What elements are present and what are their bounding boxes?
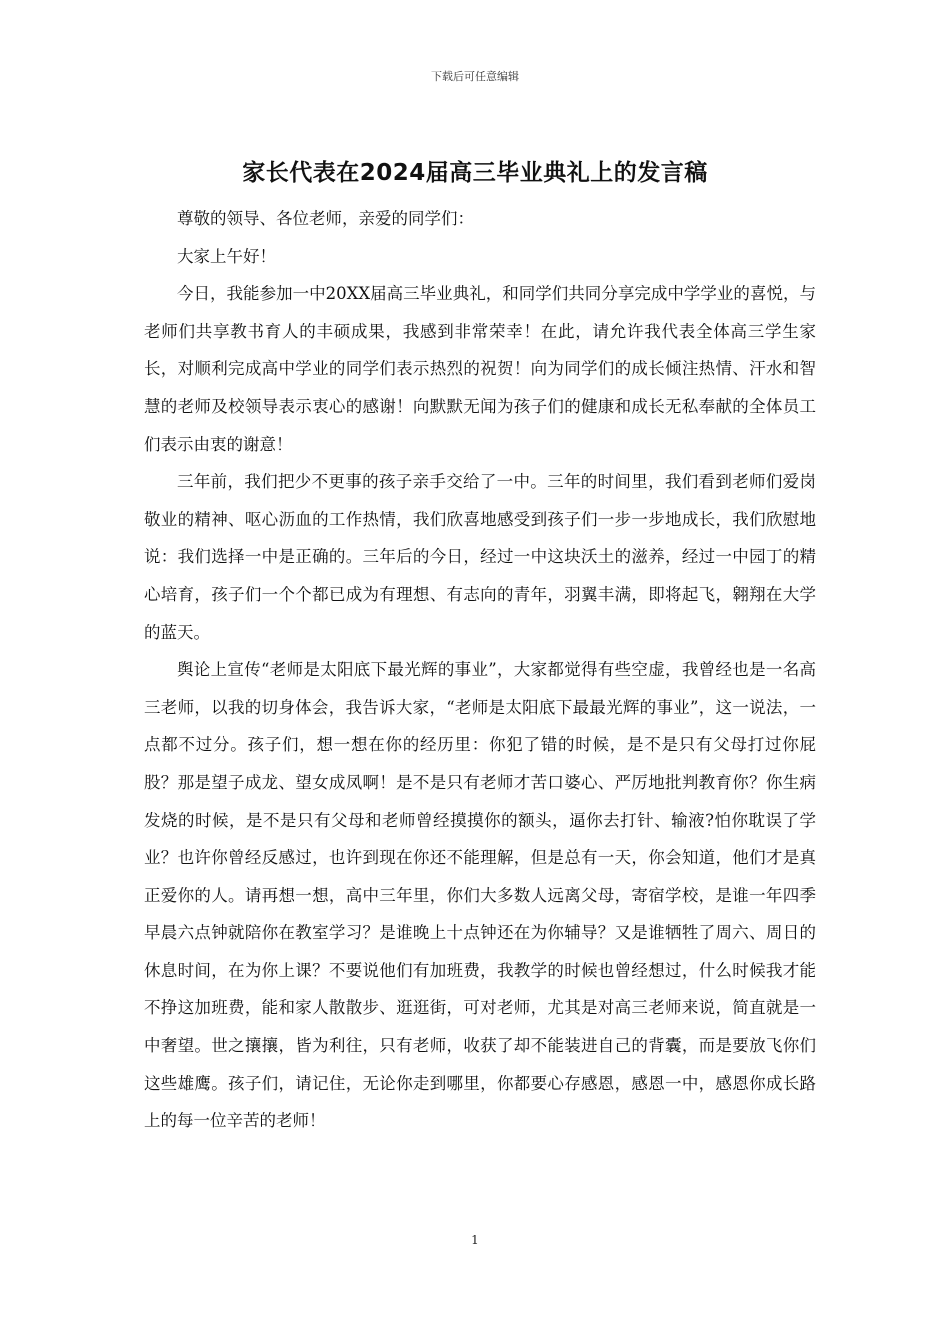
document-body bbox=[144, 200, 816, 1140]
body-paragraph: 舆论上宣传“老师是太阳底下最光辉的事业”，大家都觉得有些空虚，我曾经也是一名高三老师，以我的切身体会，我告诉大家，“老师是太阳底下最最光辉的事业”，这一说法，一点都不过分。孩子们，想一想在你的经历里：你犯了错的时候，是不是只有父母打过你屁股？那是望子成龙、望女成凤啊！是不是只有老师才苦口婆心、严厉地批判教育你？你生病发烧的时候，是不是只有父母和老师曾经摸摸你的额头，逼你去打针、输液?怕你耽误了学业？也许你曾经反感过，也许到现在你还不能理解，但是总有一天，你会知道，他们才是真正爱你的人。请再想一想，高中三年里，你们大多数人远离父母，寄宿学校，是谁一年四季早晨六点钟就陪你在教室学习？是谁晚上十点钟还在为你辅导？又是谁牺牲了周六、周日的休息时间，在为你上课？不要说他们有加班费，我教学的时候也曾经想过，什么时候我才能不挣这加班费，能和家人散散步、逛逛街，可对老师，尤其是对高三老师来说，简直就是一中奢望。世之攘攘，皆为利往，只有老师，收获了却不能装进自己的背囊，而是要放飞你们这些雄鹰。孩子们，请记住，无论你走到哪里，你都要心存感恩，感恩一中，感恩你成长路上的每一位辛苦的老师！ bbox=[144, 660, 816, 1131]
body-paragraph: 今日，我能参加一中20XX届高三毕业典礼，和同学们共同分享完成中学学业的喜悦，与老师们共享教书育人的丰硕成果，我感到非常荣幸！在此，请允许我代表全体高三学生家长，对顺利完成高中学业的同学们表示热烈的祝贺！向为同学们的成长倾注热情、汗水和智慧的老师及校领导表示衷心的感谢！向默默无闻为孩子们的健康和成长无私奉献的全体员工们表示由衷的谢意！ bbox=[144, 284, 816, 454]
document-title: 家长代表在2024届高三毕业典礼上的发言稿 bbox=[242, 160, 708, 186]
greeting-paragraph: 大家上午好！ bbox=[177, 246, 276, 266]
page-header-note: 下载后可任意编辑 bbox=[431, 70, 519, 83]
page-number: 1 bbox=[471, 1233, 479, 1247]
body-paragraph: 三年前，我们把少不更事的孩子亲手交给了一中。三年的时间里，我们看到老师们爱岗敬业的精神、呕心沥血的工作热情，我们欣喜地感受到孩子们一步一步地成长，我们欣慰地说：我们选择一中是正确的。三年后的今日，经过一中这块沃土的滋养，经过一中园丁的精心培育，孩子们一个个都已成为有理想、有志向的青年，羽翼丰满，即将起飞，翱翔在大学的蓝天。 bbox=[144, 472, 816, 642]
salutation-paragraph: 尊敬的领导、各位老师，亲爱的同学们： bbox=[177, 209, 474, 228]
